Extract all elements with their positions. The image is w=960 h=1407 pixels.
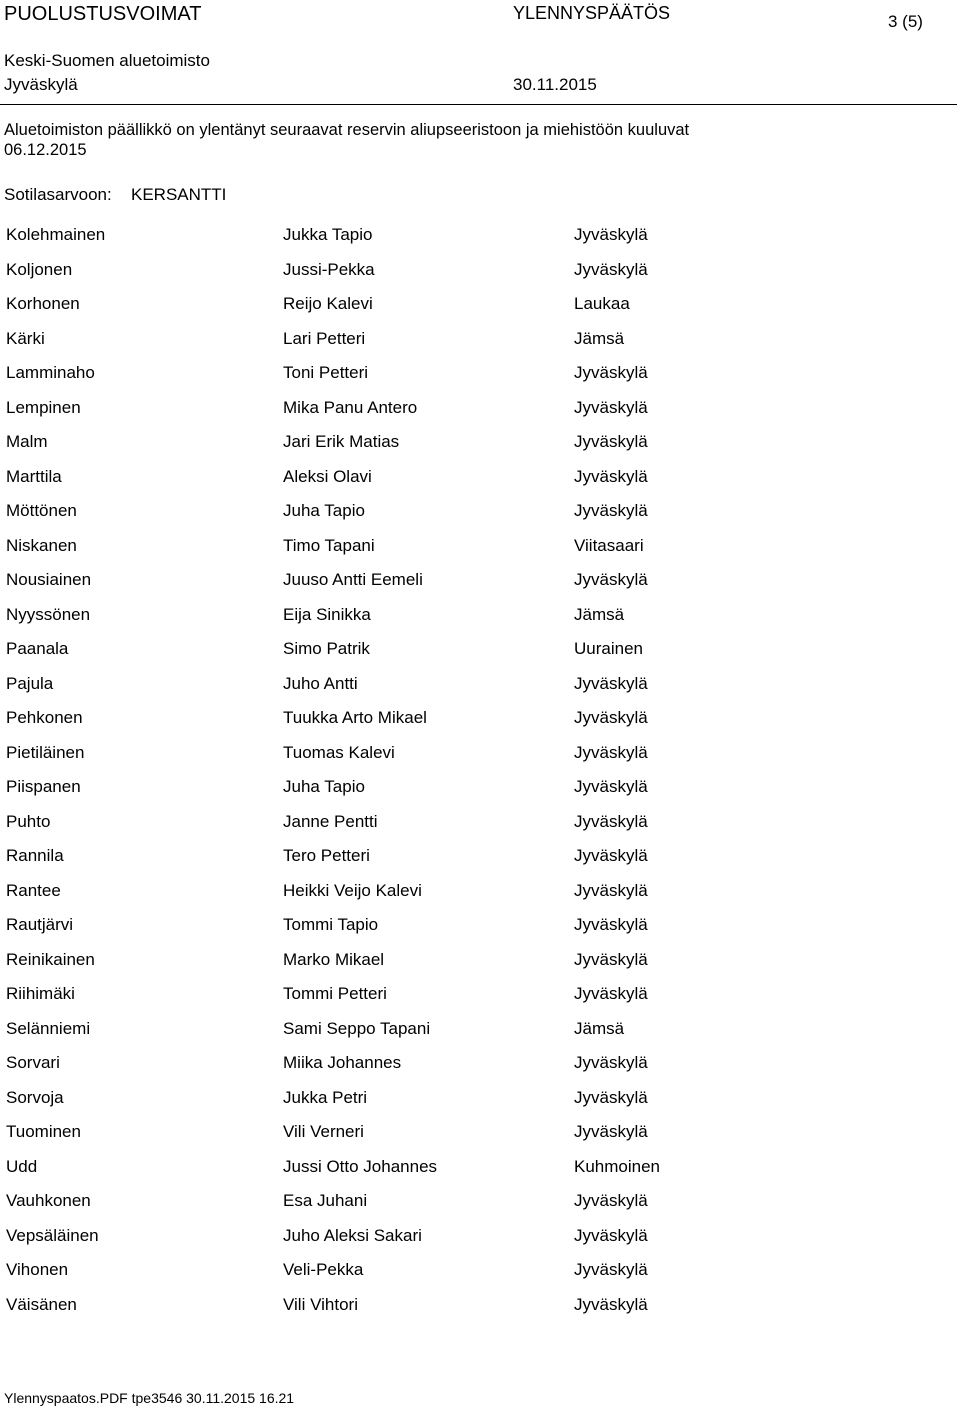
- surname-cell: Piispanen: [6, 777, 81, 796]
- roster-row: [0, 803, 960, 838]
- surname-cell: Kolehmainen: [6, 225, 106, 244]
- document-type: YLENNYSPÄÄTÖS: [513, 3, 671, 23]
- first-names-cell: Juho Antti: [283, 673, 358, 693]
- municipality-cell: Jyväskylä: [574, 501, 648, 520]
- first-names-cell: Mika Panu Antero: [283, 397, 418, 417]
- first-names-cell: Tuomas Kalevi: [283, 742, 395, 762]
- first-names-cell: Jukka Tapio: [283, 225, 373, 244]
- municipality-cell: Jyväskylä: [574, 259, 648, 279]
- roster-row: [0, 354, 960, 389]
- surname-cell: Vihonen: [6, 1260, 69, 1279]
- surname-cell: Sorvari: [6, 1053, 60, 1072]
- first-names-cell: Reijo Kalevi: [283, 294, 373, 313]
- first-names-cell: Jussi Otto Johannes: [283, 1156, 438, 1176]
- first-names-cell: Veli-Pekka: [283, 1260, 364, 1279]
- municipality-cell: Jyväskylä: [574, 1191, 648, 1210]
- surname-cell: Niskanen: [6, 535, 77, 555]
- first-names-cell: Simo Patrik: [283, 639, 370, 658]
- roster-row: [0, 975, 960, 1010]
- first-names-cell: Vili Vihtori: [283, 1294, 358, 1314]
- municipality-cell: Jyväskylä: [574, 984, 648, 1003]
- first-names-cell: Marko Mikael: [283, 949, 385, 969]
- roster-row: [0, 1217, 960, 1252]
- roster-row: [0, 1182, 960, 1217]
- roster-row: [0, 389, 960, 424]
- surname-cell: Lempinen: [6, 397, 81, 417]
- first-names-cell: Aleksi Olavi: [283, 466, 372, 486]
- footer-text: Ylennyspaatos.PDF tpe3546 30.11.2015 16.21: [4, 1390, 295, 1406]
- roster-row: [0, 768, 960, 803]
- first-names-cell: Jukka Petri: [283, 1087, 368, 1107]
- organization-name: PUOLUSTUSVOIMAT: [4, 3, 202, 25]
- first-names-cell: Jussi-Pekka: [283, 259, 375, 279]
- municipality-cell: Jyväskylä: [574, 225, 648, 244]
- surname-cell: Rannila: [6, 846, 64, 865]
- municipality-cell: Laukaa: [574, 294, 630, 313]
- roster-row: [0, 596, 960, 631]
- municipality-cell: Jyväskylä: [574, 432, 648, 451]
- roster-row: [0, 941, 960, 976]
- municipality-cell: Jyväskylä: [574, 1087, 648, 1107]
- municipality-cell: Jyväskylä: [574, 466, 648, 486]
- first-names-cell: Esa Juhani: [283, 1191, 368, 1210]
- surname-cell: Riihimäki: [6, 984, 75, 1003]
- surname-cell: Vauhkonen: [6, 1191, 91, 1210]
- first-names-cell: Sami Seppo Tapani: [283, 1018, 431, 1038]
- first-names-cell: Eija Sinikka: [283, 604, 371, 624]
- issuing-unit: Keski-Suomen aluetoimisto: [4, 51, 210, 70]
- surname-cell: Paanala: [6, 639, 69, 658]
- first-names-cell: Jari Erik Matias: [283, 432, 400, 451]
- issuing-location: Jyväskylä: [4, 75, 78, 94]
- municipality-cell: Jyväskylä: [574, 915, 648, 934]
- first-names-cell: Timo Tapani: [283, 535, 375, 555]
- municipality-cell: Jämsä: [574, 328, 625, 348]
- header-divider: [0, 104, 957, 105]
- municipality-cell: Jyväskylä: [574, 880, 648, 900]
- document-date: 30.11.2015: [513, 75, 597, 94]
- surname-cell: Marttila: [6, 466, 62, 486]
- surname-cell: Pietiläinen: [6, 742, 85, 762]
- first-names-cell: Tero Petteri: [283, 846, 370, 865]
- surname-cell: Möttönen: [6, 501, 77, 520]
- rank-value: KERSANTTI: [131, 185, 227, 204]
- roster-row: [0, 699, 960, 734]
- roster-row: [0, 1044, 960, 1079]
- surname-cell: Rautjärvi: [6, 915, 74, 934]
- municipality-cell: Jyväskylä: [574, 1053, 648, 1072]
- surname-cell: Malm: [6, 432, 48, 451]
- first-names-cell: Miika Johannes: [283, 1053, 402, 1072]
- roster-row: [0, 561, 960, 596]
- roster-row: [0, 837, 960, 872]
- roster-row: [0, 872, 960, 907]
- rank-label: Sotilasarvoon:: [4, 185, 112, 204]
- roster-row: [0, 1079, 960, 1114]
- promotion-roster: [0, 216, 960, 1320]
- surname-cell: Udd: [6, 1156, 38, 1176]
- intro-text: Aluetoimiston päällikkö on ylentänyt seuraavat reservin aliupseeristoon ja miehistöön kuuluvat 06.12.2015: [4, 121, 690, 159]
- municipality-cell: Jyväskylä: [574, 742, 648, 762]
- municipality-cell: Jyväskylä: [574, 397, 648, 417]
- roster-row: [0, 320, 960, 355]
- first-names-cell: Tuukka Arto Mikael: [283, 708, 427, 727]
- first-names-cell: Juho Aleksi Sakari: [283, 1225, 422, 1245]
- surname-cell: Vepsäläinen: [6, 1225, 99, 1245]
- roster-row: [0, 1286, 960, 1321]
- municipality-cell: Jämsä: [574, 604, 625, 624]
- first-names-cell: Juha Tapio: [283, 501, 365, 520]
- first-names-cell: Heikki Veijo Kalevi: [283, 880, 422, 900]
- roster-row: [0, 527, 960, 562]
- surname-cell: Lamminaho: [6, 363, 95, 382]
- roster-row: [0, 1251, 960, 1286]
- roster-row: [0, 492, 960, 527]
- municipality-cell: Jyväskylä: [574, 708, 648, 727]
- roster-row: [0, 630, 960, 665]
- roster-row: [0, 734, 960, 769]
- municipality-cell: Jyväskylä: [574, 570, 648, 589]
- roster-row: [0, 423, 960, 458]
- surname-cell: Rantee: [6, 880, 61, 900]
- municipality-cell: Kuhmoinen: [574, 1156, 661, 1176]
- surname-cell: Tuominen: [6, 1122, 81, 1141]
- municipality-cell: Jyväskylä: [574, 673, 648, 693]
- surname-cell: Puhto: [6, 811, 51, 831]
- surname-cell: Kärki: [6, 328, 45, 348]
- first-names-cell: Vili Verneri: [283, 1122, 364, 1141]
- first-names-cell: Tommi Petteri: [283, 984, 387, 1003]
- surname-cell: Pehkonen: [6, 708, 83, 727]
- first-names-cell: Tommi Tapio: [283, 915, 379, 934]
- first-names-cell: Toni Petteri: [283, 363, 369, 382]
- municipality-cell: Jyväskylä: [574, 1225, 648, 1245]
- municipality-cell: Viitasaari: [574, 535, 644, 555]
- roster-row: [0, 1148, 960, 1183]
- roster-row: [0, 665, 960, 700]
- roster-row: [0, 285, 960, 320]
- municipality-cell: Jyväskylä: [574, 1260, 648, 1279]
- surname-cell: Väisänen: [6, 1294, 77, 1314]
- first-names-cell: Lari Petteri: [283, 328, 366, 348]
- municipality-cell: Uurainen: [574, 639, 643, 658]
- roster-row: [0, 1010, 960, 1045]
- page-number: 3 (5): [888, 12, 923, 31]
- municipality-cell: Jyväskylä: [574, 363, 648, 382]
- municipality-cell: Jyväskylä: [574, 777, 648, 796]
- surname-cell: Nyyssönen: [6, 604, 91, 624]
- surname-cell: Sorvoja: [6, 1087, 64, 1107]
- roster-row: [0, 1113, 960, 1148]
- surname-cell: Pajula: [6, 673, 54, 693]
- surname-cell: Koljonen: [6, 259, 73, 279]
- roster-row: [0, 216, 960, 251]
- municipality-cell: Jyväskylä: [574, 846, 648, 865]
- roster-row: [0, 906, 960, 941]
- municipality-cell: Jyväskylä: [574, 1294, 648, 1314]
- municipality-cell: Jämsä: [574, 1018, 625, 1038]
- roster-row: [0, 251, 960, 286]
- first-names-cell: Juha Tapio: [283, 777, 365, 796]
- surname-cell: Korhonen: [6, 294, 80, 313]
- roster-row: [0, 458, 960, 493]
- municipality-cell: Jyväskylä: [574, 949, 648, 969]
- municipality-cell: Jyväskylä: [574, 811, 648, 831]
- surname-cell: Reinikainen: [6, 949, 95, 969]
- surname-cell: Selänniemi: [6, 1018, 91, 1038]
- surname-cell: Nousiainen: [6, 570, 92, 589]
- municipality-cell: Jyväskylä: [574, 1122, 648, 1141]
- first-names-cell: Juuso Antti Eemeli: [283, 570, 423, 589]
- first-names-cell: Janne Pentti: [283, 811, 378, 831]
